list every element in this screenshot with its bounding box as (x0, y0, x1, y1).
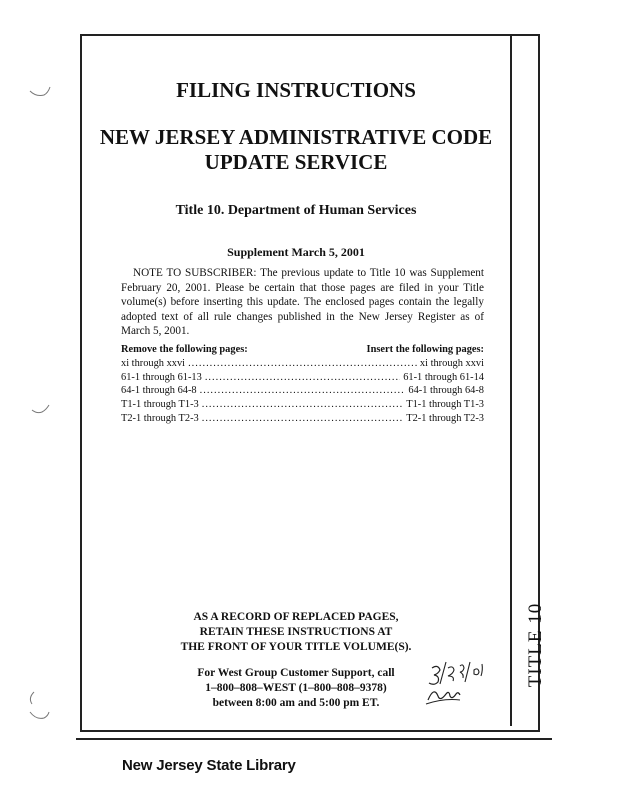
table-row (121, 398, 484, 412)
table-row (121, 357, 484, 371)
insert-header: Insert the following pages: (366, 344, 484, 355)
insert-pages-cell: T1-1 through T1-3 (406, 399, 484, 411)
scan-mark (26, 690, 52, 726)
subscriber-note: NOTE TO SUBSCRIBER: The previous update to Title 10 was Supplement February 20, 2001. Please be certain that those pages are filed in your Title volume(s) before inserting this update. The enclosed pages contain the legally adopted text of all rule changes published in the New Jersey Register as of March 5, 2001. (121, 267, 484, 337)
remove-pages-cell: xi through xxvi (121, 357, 186, 369)
filing-instructions-heading: FILING INSTRUCTIONS (176, 78, 416, 102)
remove-header: Remove the following pages: (121, 344, 248, 355)
insert-pages-cell: 61-1 through 61-14 (403, 371, 484, 383)
remove-pages-cell: 64-1 through 64-8 (121, 385, 197, 397)
dot-leader (200, 384, 406, 398)
support-line1: For West Group Customer Support, call (197, 667, 395, 679)
insert-pages-cell: xi through xxvi (419, 357, 484, 369)
record-line3: THE FRONT OF YOUR TITLE VOLUME(S). (180, 641, 412, 653)
dot-leader (202, 412, 404, 426)
scan-mark (30, 402, 52, 416)
table-row (121, 384, 484, 398)
bottom-rule (76, 738, 552, 740)
title-department-line: Title 10. Department of Human Services (175, 203, 417, 218)
table-row (121, 371, 484, 385)
record-instructions (84, 610, 508, 655)
scan-mark (28, 85, 52, 99)
tab-divider-line (510, 36, 512, 726)
support-hours: between 8:00 am and 5:00 pm ET. (212, 697, 380, 709)
code-heading-line1: NEW JERSEY ADMINISTRATIVE CODE (99, 125, 493, 149)
title-tab-label: TITLE 10 (525, 602, 546, 688)
handwritten-date-signature (420, 660, 490, 710)
library-stamp: New Jersey State Library (122, 757, 296, 774)
code-heading-line2: UPDATE SERVICE (204, 150, 388, 174)
dot-leader (188, 357, 417, 371)
support-phone: 1–800–808–WEST (1–800–808–9378) (205, 682, 387, 694)
dot-leader (202, 398, 404, 412)
supplement-date-line: Supplement March 5, 2001 (227, 245, 365, 259)
table-row (121, 412, 484, 426)
dot-leader (205, 371, 400, 385)
record-line1: AS A RECORD OF REPLACED PAGES, (193, 611, 399, 623)
insert-pages-cell: 64-1 through 64-8 (408, 385, 484, 397)
table-header (121, 343, 484, 357)
page-replacement-table (121, 343, 484, 426)
remove-pages-cell: 61-1 through 61-13 (121, 371, 202, 383)
remove-pages-cell: T2-1 through T2-3 (121, 412, 199, 424)
remove-pages-cell: T1-1 through T1-3 (121, 399, 199, 411)
insert-pages-cell: T2-1 through T2-3 (406, 412, 484, 424)
record-line2: RETAIN THESE INSTRUCTIONS AT (199, 626, 393, 638)
code-update-heading (84, 125, 508, 175)
